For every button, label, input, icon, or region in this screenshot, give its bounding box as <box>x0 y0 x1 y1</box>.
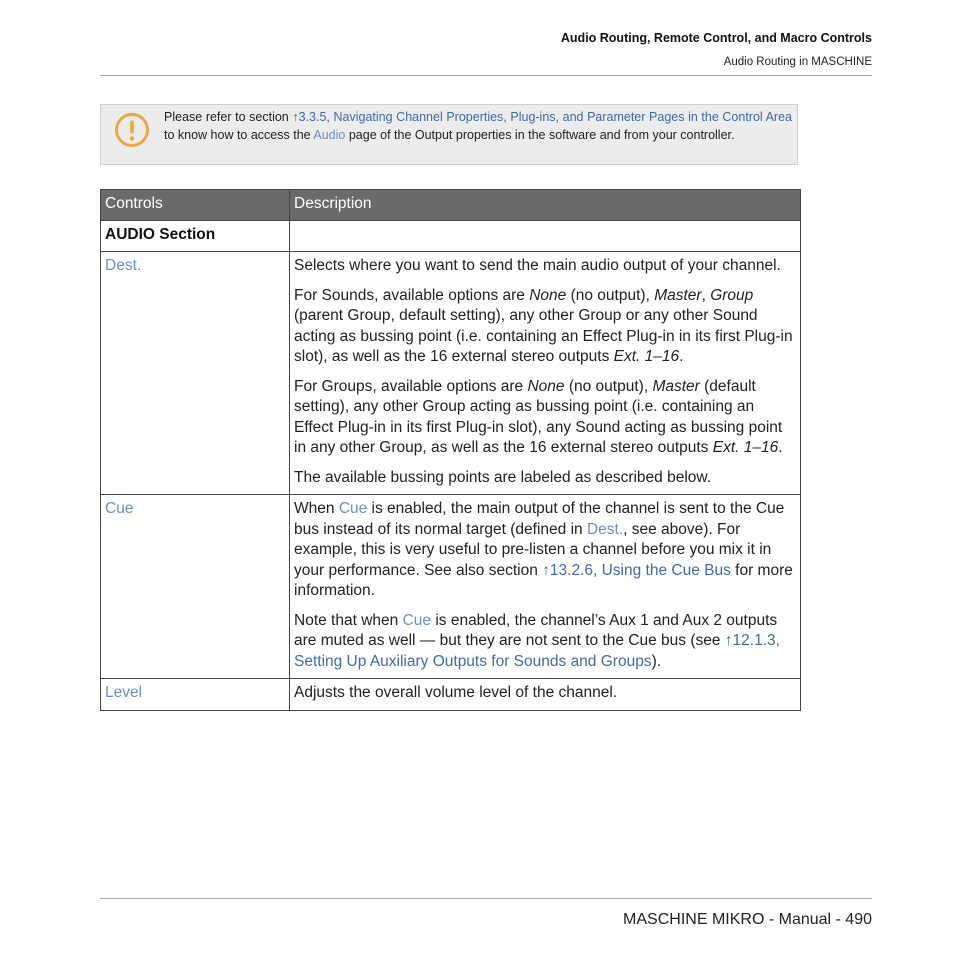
audio-page-reference: Audio <box>313 128 346 142</box>
audio-section-label: AUDIO Section <box>101 220 290 252</box>
footer-divider <box>100 898 872 899</box>
link-auxiliary-outputs[interactable]: ↑12.1.3, Setting Up Auxiliary Outputs for Sounds and Groups <box>294 632 780 670</box>
table-header-row <box>101 190 801 221</box>
header-description: Description <box>290 190 801 221</box>
table-row-dest <box>101 252 801 495</box>
empty-cell <box>290 220 801 252</box>
table-row-cue <box>101 495 801 679</box>
table-row-level <box>101 679 801 711</box>
table-row-section <box>101 220 801 252</box>
note-text: Please refer to section ↑3.3.5, Navigating Channel Properties, Plug-ins, and Parameter Pages in the Control Area to know how to access the Audio page of the Output properties in the software and from your controller. <box>164 110 792 142</box>
section-title: Audio Routing in MASCHINE <box>723 56 872 68</box>
page-footer: MASCHINE MIKRO - Manual - 490 <box>623 911 872 928</box>
header-controls: Controls <box>101 190 290 221</box>
note-box <box>100 104 798 165</box>
header-divider <box>100 75 872 76</box>
control-level: Level <box>101 679 290 711</box>
description-cue: When Cue is enabled, the main output of the channel is sent to the Cue bus instead of its normal target (defined in Dest., see above). For example, this is very useful to pre-listen a channel before you mix it in your performance. See also section ↑13.2.6, Using the Cue Bus for more information. Note that when Cue is enabled, the channel’s Aux 1 and Aux 2 outputs are muted as well — but they are not sent to the Cue bus (see ↑12.1.3, Setting Up Auxiliary Outputs for Sounds and Groups). <box>290 495 801 679</box>
warning-icon <box>114 112 150 148</box>
description-dest: Selects where you want to send the main audio output of your channel. For Sounds, available options are None (no output), Master, Group (parent Group, default setting), any other Group or any other Sound acting as bussing point (i.e. containing an Effect Plug-in in its first Plug-in slot), as well as the 16 external stereo outputs Ext. 1–16. For Groups, available options are None (no output), Master (default setting), any other Group acting as bussing point (i.e. containing an Effect Plug-in in its first Plug-in slot), any Sound acting as bussing point in any other Group, as well as the 16 external stereo outputs Ext. 1–16. The available bussing points are labeled as described below. <box>290 252 801 495</box>
link-using-cue-bus[interactable]: ↑13.2.6, Using the Cue Bus <box>542 561 731 579</box>
description-level: Adjusts the overall volume level of the channel. <box>290 679 801 711</box>
link-navigating-channel-properties[interactable]: ↑3.3.5, Navigating Channel Properties, Plug-ins, and Parameter Pages in the Control Area <box>292 110 792 124</box>
control-dest: Dest. <box>101 252 290 495</box>
controls-table <box>100 189 801 711</box>
chapter-title: Audio Routing, Remote Control, and Macro Controls <box>560 31 872 45</box>
control-cue: Cue <box>101 495 290 679</box>
